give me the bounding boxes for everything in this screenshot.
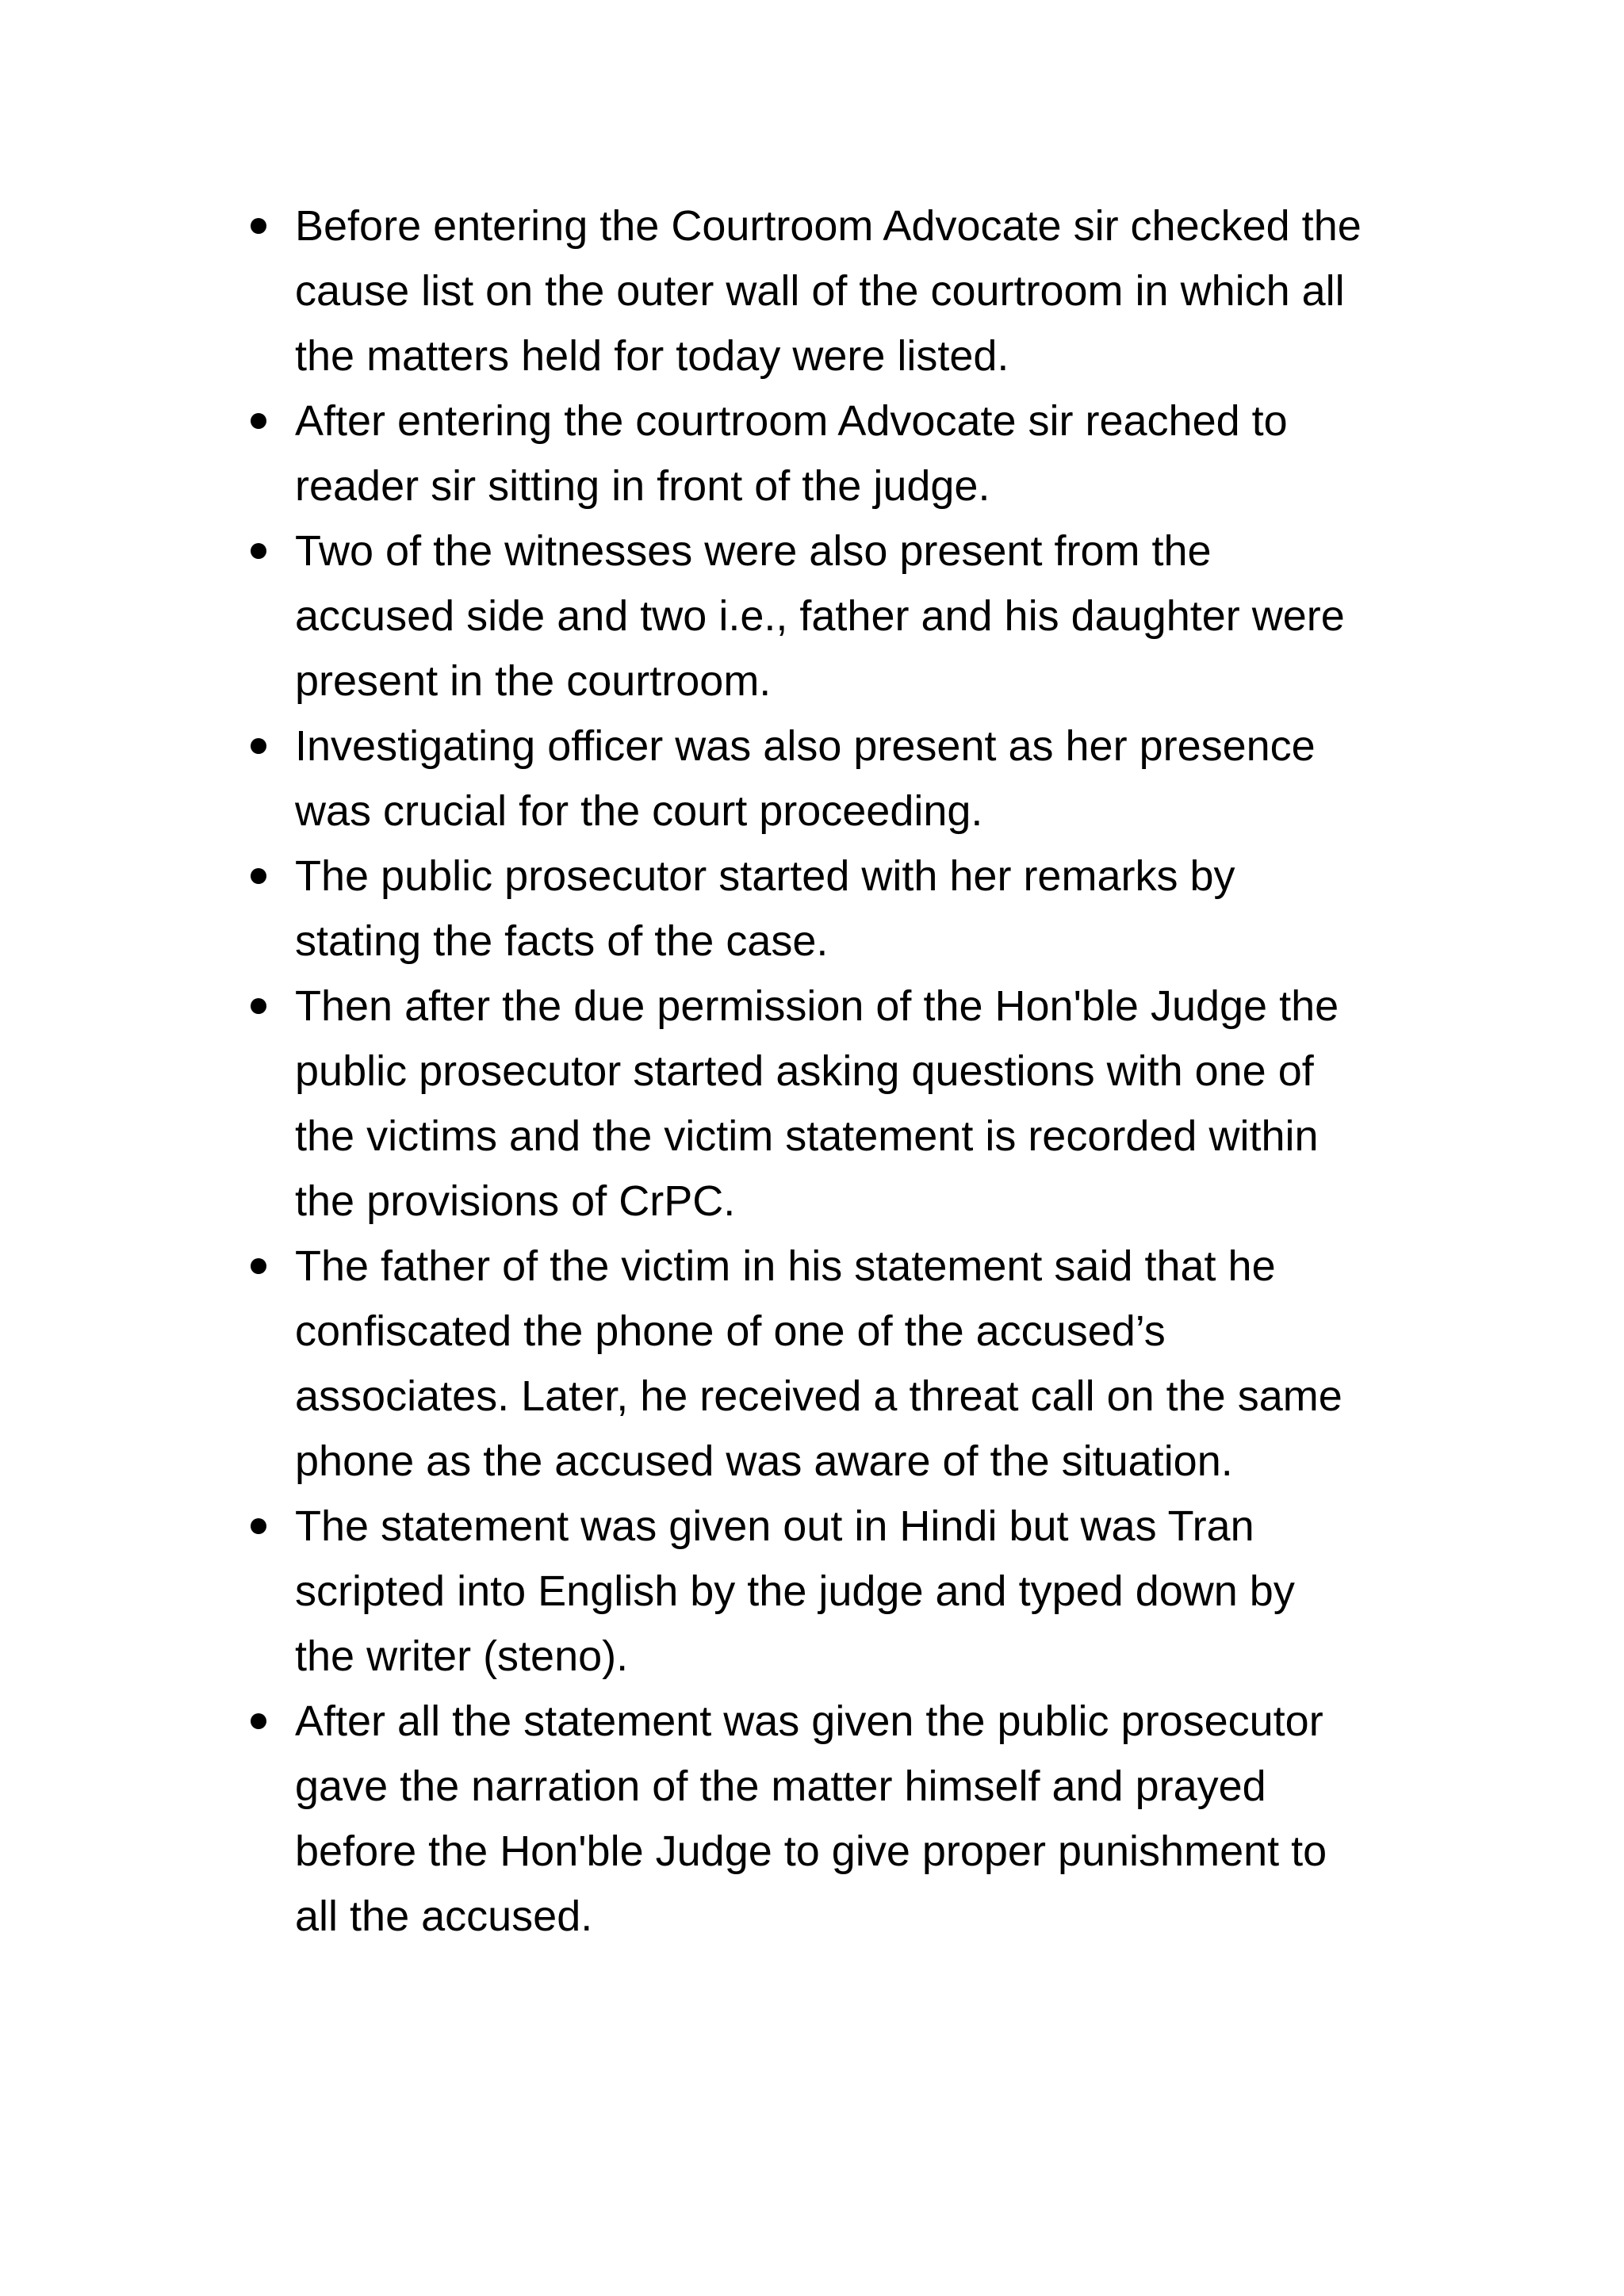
bullet-dot-icon bbox=[251, 543, 266, 559]
text-line: public prosecutor started asking questions with one of bbox=[295, 1047, 1314, 1095]
text-line: the provisions of CrPC. bbox=[295, 1177, 736, 1225]
text-line: Before entering the Courtroom Advocate sir checked the bbox=[295, 202, 1362, 250]
bullet-dot-icon bbox=[251, 998, 266, 1014]
bullet-item bbox=[238, 844, 1459, 974]
text-line: The statement was given out in Hindi but was Tran bbox=[295, 1502, 1254, 1550]
bullet-list bbox=[238, 193, 1459, 1949]
text-line: cause list on the outer wall of the courtroom in which all bbox=[295, 267, 1345, 315]
text-line: the victims and the victim statement is recorded within bbox=[295, 1112, 1319, 1160]
text-line: Two of the witnesses were also present from the bbox=[295, 527, 1212, 575]
text-line: gave the narration of the matter himself and prayed bbox=[295, 1762, 1266, 1810]
text-line: After all the statement was given the public prosecutor bbox=[295, 1697, 1323, 1745]
text-line: scripted into English by the judge and typed down by bbox=[295, 1567, 1295, 1615]
text-line: accused side and two i.e., father and his daughter were bbox=[295, 592, 1345, 640]
text-line: phone as the accused was aware of the situation. bbox=[295, 1437, 1233, 1485]
bullet-dot-icon bbox=[251, 413, 266, 429]
text-line: before the Hon'ble Judge to give proper punishment to bbox=[295, 1827, 1327, 1875]
text-line: the matters held for today were listed. bbox=[295, 332, 1009, 380]
text-line: was crucial for the court proceeding. bbox=[295, 787, 983, 835]
document-body bbox=[238, 193, 1459, 1949]
text-line: all the accused. bbox=[295, 1892, 593, 1940]
text-line: After entering the courtroom Advocate sir reached to bbox=[295, 397, 1288, 445]
bullet-item bbox=[238, 714, 1459, 844]
bullet-item bbox=[238, 974, 1459, 1234]
text-line: the writer (steno). bbox=[295, 1632, 629, 1680]
bullet-dot-icon bbox=[251, 218, 266, 234]
text-line: reader sir sitting in front of the judge. bbox=[295, 462, 990, 510]
bullet-item bbox=[238, 519, 1459, 714]
text-line: The father of the victim in his statement said that he bbox=[295, 1242, 1276, 1290]
text-line: Investigating officer was also present as her presence bbox=[295, 722, 1316, 770]
bullet-dot-icon bbox=[251, 738, 266, 754]
bullet-item bbox=[238, 1494, 1459, 1689]
text-line: confiscated the phone of one of the accused’s bbox=[295, 1307, 1166, 1355]
text-line: stating the facts of the case. bbox=[295, 917, 829, 965]
bullet-dot-icon bbox=[251, 1258, 266, 1274]
bullet-dot-icon bbox=[251, 1713, 266, 1729]
text-line: present in the courtroom. bbox=[295, 657, 772, 705]
bullet-item bbox=[238, 193, 1459, 388]
text-line: associates. Later, he received a threat call on the same bbox=[295, 1372, 1342, 1420]
bullet-item bbox=[238, 388, 1459, 519]
text-line: The public prosecutor started with her remarks by bbox=[295, 852, 1235, 900]
text-line: Then after the due permission of the Hon'ble Judge the bbox=[295, 982, 1339, 1030]
bullet-item bbox=[238, 1234, 1459, 1494]
bullet-item bbox=[238, 1689, 1459, 1949]
bullet-dot-icon bbox=[251, 1518, 266, 1534]
bullet-dot-icon bbox=[251, 868, 266, 884]
